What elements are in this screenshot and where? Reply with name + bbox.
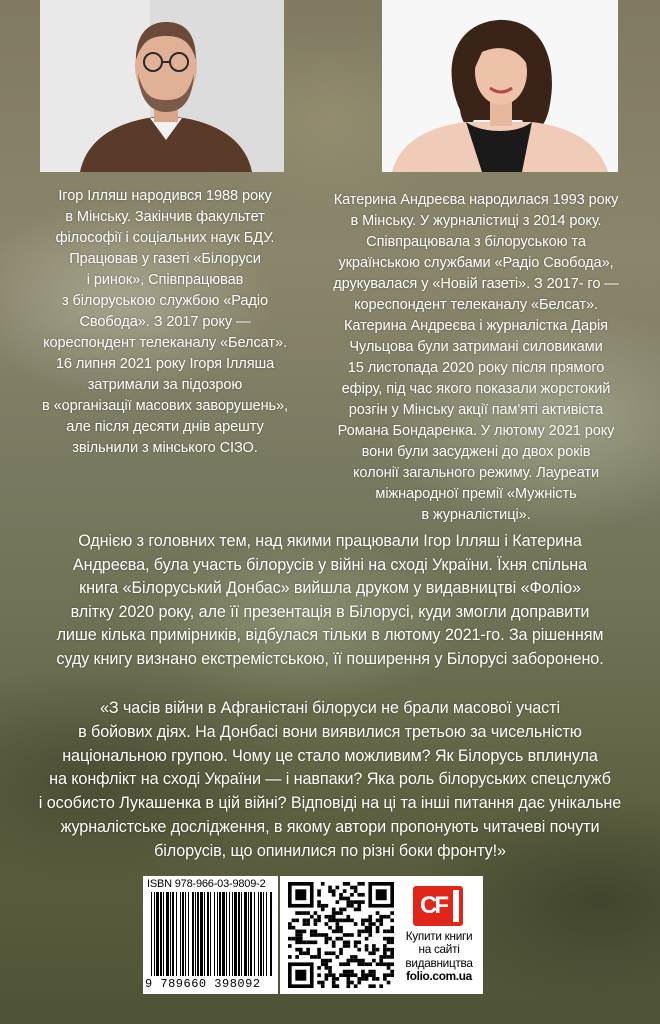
buy-line: на сайті: [418, 942, 460, 957]
description-line: лише кілька примірників, відбулася тільки в лютому 2021-го. За рішенням: [56, 626, 604, 645]
barcode-icon: [149, 892, 273, 976]
description-line: суду книгу визнано екстремістською, її поширення у Білорусі заборонено.: [56, 649, 604, 668]
description-line: влітку 2020 року, але її презентація в Білорусі, куди змогли доправити: [70, 602, 590, 621]
bio-line: Ігор Ілляш народився 1988 року: [58, 188, 272, 204]
barcode-panel: [143, 876, 278, 994]
buy-online-text: [398, 930, 480, 984]
bio-line: і ринок», Співпрацював: [86, 272, 244, 288]
folio-logo-bar: [453, 890, 459, 922]
publisher-site-link[interactable]: folio.com.ua: [406, 969, 472, 984]
bio-line: філософії і соціальних наук БДУ.: [55, 230, 275, 246]
author-photo-kateryna: [382, 0, 618, 172]
description-line: книга «Білоруський Донбас» вийшла друком у видавництві «Фоліо»: [79, 579, 581, 598]
bio-line: Працював у газеті «Білоруси: [69, 251, 261, 267]
description-line: Андреєва, була участь білорусів у війні на сході України. Їхня спільна: [72, 555, 588, 574]
bio-line: міжнародної премії «Мужність: [375, 486, 577, 502]
folio-logo: [413, 886, 463, 926]
portrait-woman-icon: [382, 0, 618, 172]
publisher-site: [398, 970, 480, 983]
bio-line: кореспондент телеканалу «Белсат».: [354, 297, 598, 313]
bio-line: Романа Бондаренка. У лютому 2021 року: [337, 423, 615, 439]
author-photo-ihor: [40, 0, 284, 172]
bio-line: Катерина Андреєва і журналістка Дарія: [343, 318, 608, 334]
bio-line: колонії загального режиму. Лауреати: [352, 465, 600, 481]
quote-line: і особисто Лукашенка в цій війні? Відповіді на ці та інші питання дає унікальне: [38, 794, 622, 813]
bio-line: звільнили з мінського СІЗО.: [72, 440, 258, 456]
bio-line: ефіру, під час якого показали жорстокий: [341, 381, 611, 397]
bio-line: друкувалася у «Новій газеті». З 2017- го —: [333, 276, 619, 292]
bio-line: 15 листопада 2020 року після прямого: [347, 360, 605, 376]
bio-line: з білоруською службою «Радіо: [61, 293, 269, 309]
book-description: [10, 530, 650, 672]
author-bio-ihor: [12, 186, 318, 459]
quote-line: в бойових діях. На Донбасі вони виявилися третьою за чисельністю: [78, 722, 582, 741]
bio-line: в Мінську. У журналістиці з 2014 року.: [350, 213, 602, 229]
folio-logo-text: CF: [420, 892, 446, 919]
bio-line: українською службами «Радіо Свобода»,: [338, 255, 614, 271]
bio-line: вони були засуджені до двох років: [361, 444, 591, 460]
bio-line: 16 липня 2021 року Ігоря Ілляша: [55, 356, 275, 372]
quote-line: білорусів, що опинилися по різні боки фронту!»: [154, 841, 506, 860]
quote-line: журналістське дослідження, в якому автори пропонують читачеві почути: [60, 817, 600, 836]
ean-digits: 9 789660 398092: [145, 977, 261, 991]
quote-line: національною групою. Чому це стало можливим? Як Білорусь вплинула: [62, 746, 598, 765]
bio-line: але після десяти днів арешту: [66, 419, 264, 435]
description-line: Однією з головних тем, над якими працювали Ігор Ілляш і Катерина: [78, 532, 582, 550]
book-quote: [30, 697, 630, 864]
portrait-man-icon: [40, 0, 284, 172]
bio-line: в Мінську. Закінчив факультет: [65, 209, 265, 225]
bio-line: в журналістиці».: [421, 507, 531, 523]
buy-line: видавництва: [405, 955, 473, 970]
author-bio-kateryna: [318, 190, 634, 526]
quote-line: на конфлікт на сході України — і навпаки? Яка роль білоруських спецслужб: [49, 770, 611, 789]
bio-line: розгін у Мінську акції пам'яті активіста: [348, 402, 604, 418]
bio-line: в «організації масових заворушень»,: [42, 398, 288, 414]
quote-line: «З часів війни в Афганістані білоруси не брали масової участі: [100, 699, 560, 717]
bio-line: Співпрацювала з білоруською та: [366, 234, 586, 250]
bio-line: затримали за підозрою: [87, 377, 243, 393]
bio-line: Катерина Андреєва народилася 1993 року: [333, 192, 619, 208]
qr-code-icon: [288, 882, 394, 988]
buy-line: Купити книги: [405, 929, 473, 943]
isbn-text: ISBN 978-966-03-9809-2: [147, 878, 266, 890]
bio-line: Чульцова були затримані силовиками: [349, 339, 603, 355]
bio-line: Свобода». З 2017 року —: [79, 314, 251, 330]
bio-line: кореспондент телеканалу «Белсат».: [43, 335, 287, 351]
publisher-panel: [280, 876, 483, 994]
